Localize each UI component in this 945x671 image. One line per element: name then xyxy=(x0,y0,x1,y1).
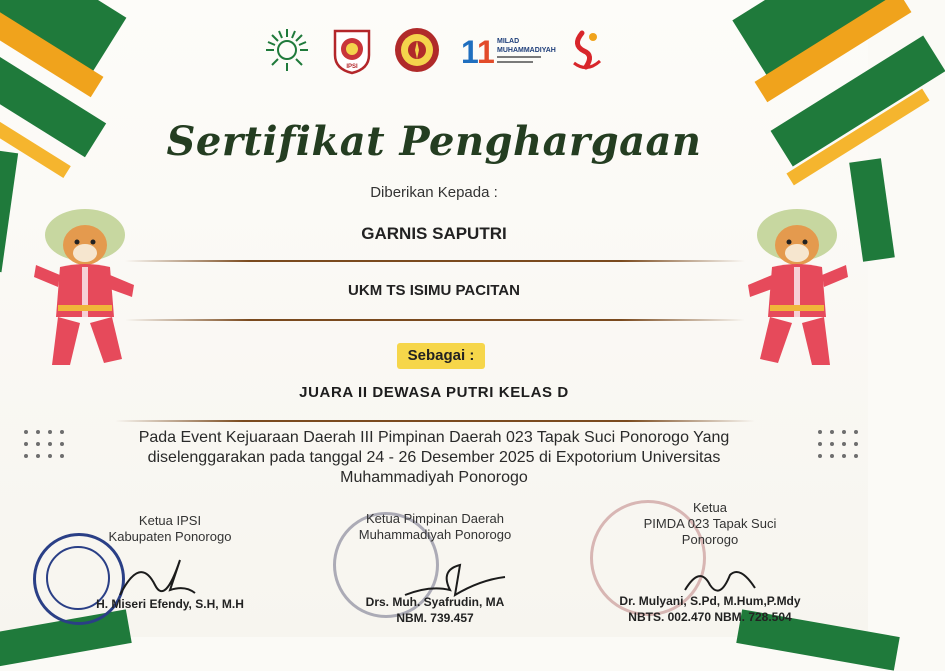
ipsi-logo-icon xyxy=(327,25,377,75)
signature-block-muhammadiyah xyxy=(335,511,535,625)
certificate-title: Sertifikat Penghargaan xyxy=(166,118,702,165)
award-title: JUARA II DEWASA PUTRI KELAS D xyxy=(299,384,569,401)
logo-row xyxy=(262,20,612,80)
given-to-label: Diberikan Kepada : xyxy=(370,184,498,201)
dot-pattern xyxy=(818,430,860,466)
corner-decoration xyxy=(0,148,18,272)
signer-role: Muhammadiyah Ponorogo xyxy=(358,527,512,542)
muhammadiyah-logo-icon xyxy=(262,25,312,75)
event-description: Pada Event Kejuaraan Daerah III Pimpinan Daerah 023 Tapak Suci Ponorogo Yang diselenggarakan pada tanggal 24 - 26 Desember 2025 di Expotorium Universitas Muhammadiyah Ponorogo xyxy=(138,429,730,486)
club-name: UKM TS ISIMU PACITAN xyxy=(348,282,520,299)
divider-line xyxy=(125,319,745,321)
svg-text:1: 1 xyxy=(461,34,479,70)
as-label-badge: Sebagai : xyxy=(397,343,485,369)
signer-role: Ponorogo xyxy=(681,532,739,547)
divider-line xyxy=(115,420,755,422)
signer-role: Ketua IPSI xyxy=(138,513,202,528)
divider-line xyxy=(125,260,745,262)
event-logo-icon xyxy=(562,25,612,75)
svg-text:MUHAMMADIYAH: MUHAMMADIYAH xyxy=(497,47,556,54)
milad-muhammadiyah-logo-icon xyxy=(457,25,556,75)
signer-name: Drs. Muh. Syafrudin, MA xyxy=(365,595,505,609)
svg-text:1: 1 xyxy=(477,34,495,70)
recipient-name: GARNIS SAPUTRI xyxy=(361,224,507,243)
signer-name: H. Miseri Efendy, S.H, M.H xyxy=(96,597,244,611)
signature-block-ipsi xyxy=(70,513,270,611)
signer-role: Kabupaten Ponorogo xyxy=(108,529,232,544)
tapak-suci-logo-icon xyxy=(392,25,442,75)
signature-block-tapak-suci xyxy=(605,500,815,624)
signer-id: NBM. 739.457 xyxy=(396,611,474,625)
signer-role: PIMDA 023 Tapak Suci xyxy=(643,516,777,531)
signer-role: Ketua Pimpinan Daerah xyxy=(365,511,505,526)
dot-pattern xyxy=(24,430,66,466)
svg-text:MILAD: MILAD xyxy=(497,38,520,45)
signer-name: Dr. Mulyani, S.Pd, M.Hum,P.Mdy xyxy=(619,594,801,608)
signer-role: Ketua xyxy=(693,500,727,515)
corner-decoration xyxy=(849,158,895,261)
svg-text:IPSI: IPSI xyxy=(346,64,358,70)
signer-id: NBTS. 002.470 NBM. 728.504 xyxy=(628,610,792,624)
